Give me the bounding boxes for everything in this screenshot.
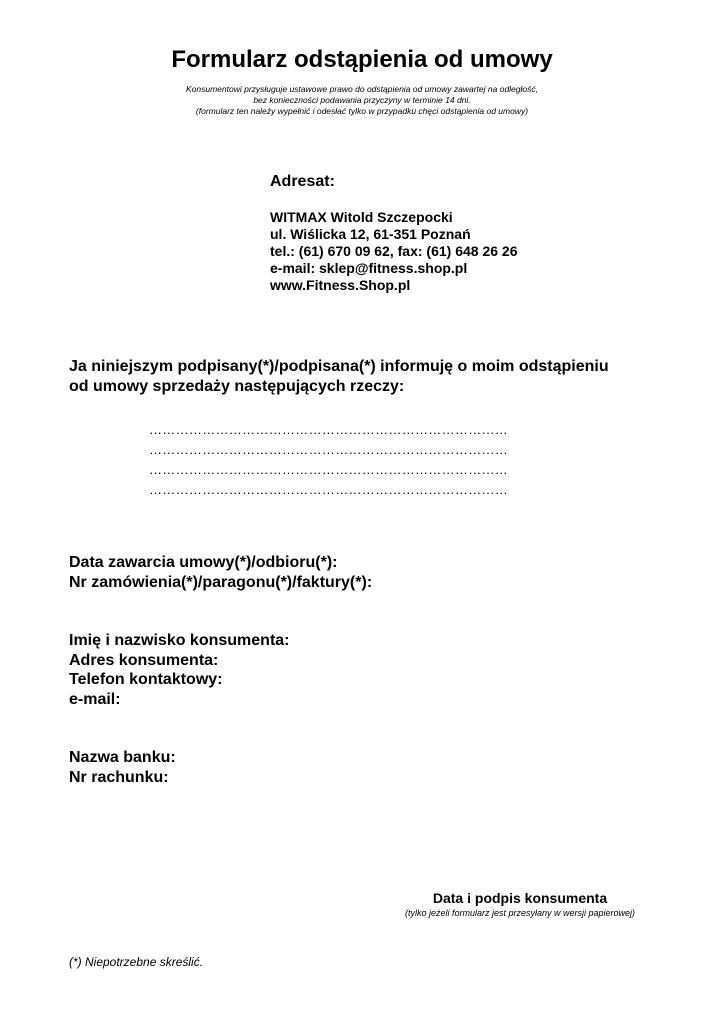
intro-line: bez konieczności podawania przyczyny w terminie 14 dni.: [253, 95, 471, 105]
contract-date-label: Data zawarcia umowy(*)/odbioru(*):: [69, 554, 338, 571]
order-fields: [69, 553, 569, 592]
footnote: (*) Niepotrzebne skreślić.: [69, 955, 204, 969]
bank-fields: [69, 748, 569, 787]
addressee-label: Adresat:: [270, 173, 335, 190]
item-line: ………………………………………………………………………: [149, 442, 509, 457]
addressee-phone-fax: tel.: (61) 670 09 62, fax: (61) 648 26 26: [270, 243, 518, 259]
page-title: Formularz odstąpienia od umowy: [171, 46, 553, 73]
consumer-address-label: Adres konsumenta:: [69, 651, 219, 669]
signature-label: Data i podpis konsumenta: [432, 890, 608, 906]
statement-line: Ja niniejszym podpisany(*)/podpisana(*) informuję o moim odstąpieniu: [69, 358, 609, 375]
addressee-block: [270, 172, 690, 294]
intro-text: [0, 84, 724, 117]
withdrawal-statement: [69, 357, 669, 397]
signature-note: (tylko jeżeli formularz jest przesyłany w wersji papierowej): [404, 908, 636, 918]
item-lines: [149, 420, 589, 500]
item-line: ………………………………………………………………………: [149, 462, 509, 477]
consumer-fields: [69, 631, 569, 709]
addressee-street: ul. Wiślicka 12, 61-351 Poznań: [270, 226, 471, 242]
consumer-phone-label: Telefon kontaktowy:: [69, 671, 223, 688]
order-number-label: Nr zamówienia(*)/paragonu(*)/faktury(*):: [69, 573, 373, 591]
intro-line: Konsumentowi przysługuje ustawowe prawo do odstąpienia od umowy zawartej na odległość,: [185, 84, 538, 94]
item-line: ………………………………………………………………………: [149, 482, 509, 497]
intro-line: (formularz ten należy wypełnić i odesłać tylko w przypadku chęci odstąpienia od umowy): [195, 106, 529, 116]
consumer-name-label: Imię i nazwisko konsumenta:: [69, 632, 290, 649]
consumer-email-label: e-mail:: [69, 690, 121, 708]
item-line: ………………………………………………………………………: [149, 422, 509, 437]
addressee-email: e-mail: sklep@fitness.shop.pl: [270, 260, 468, 276]
addressee-company: WITMAX Witold Szczepocki: [270, 209, 453, 225]
addressee-website: www.Fitness.Shop.pl: [270, 277, 411, 293]
statement-line: od umowy sprzedaży następujących rzeczy:: [69, 378, 405, 395]
bank-name-label: Nazwa banku:: [69, 749, 176, 766]
signature-block: [370, 889, 670, 919]
account-number-label: Nr rachunku:: [69, 768, 169, 786]
